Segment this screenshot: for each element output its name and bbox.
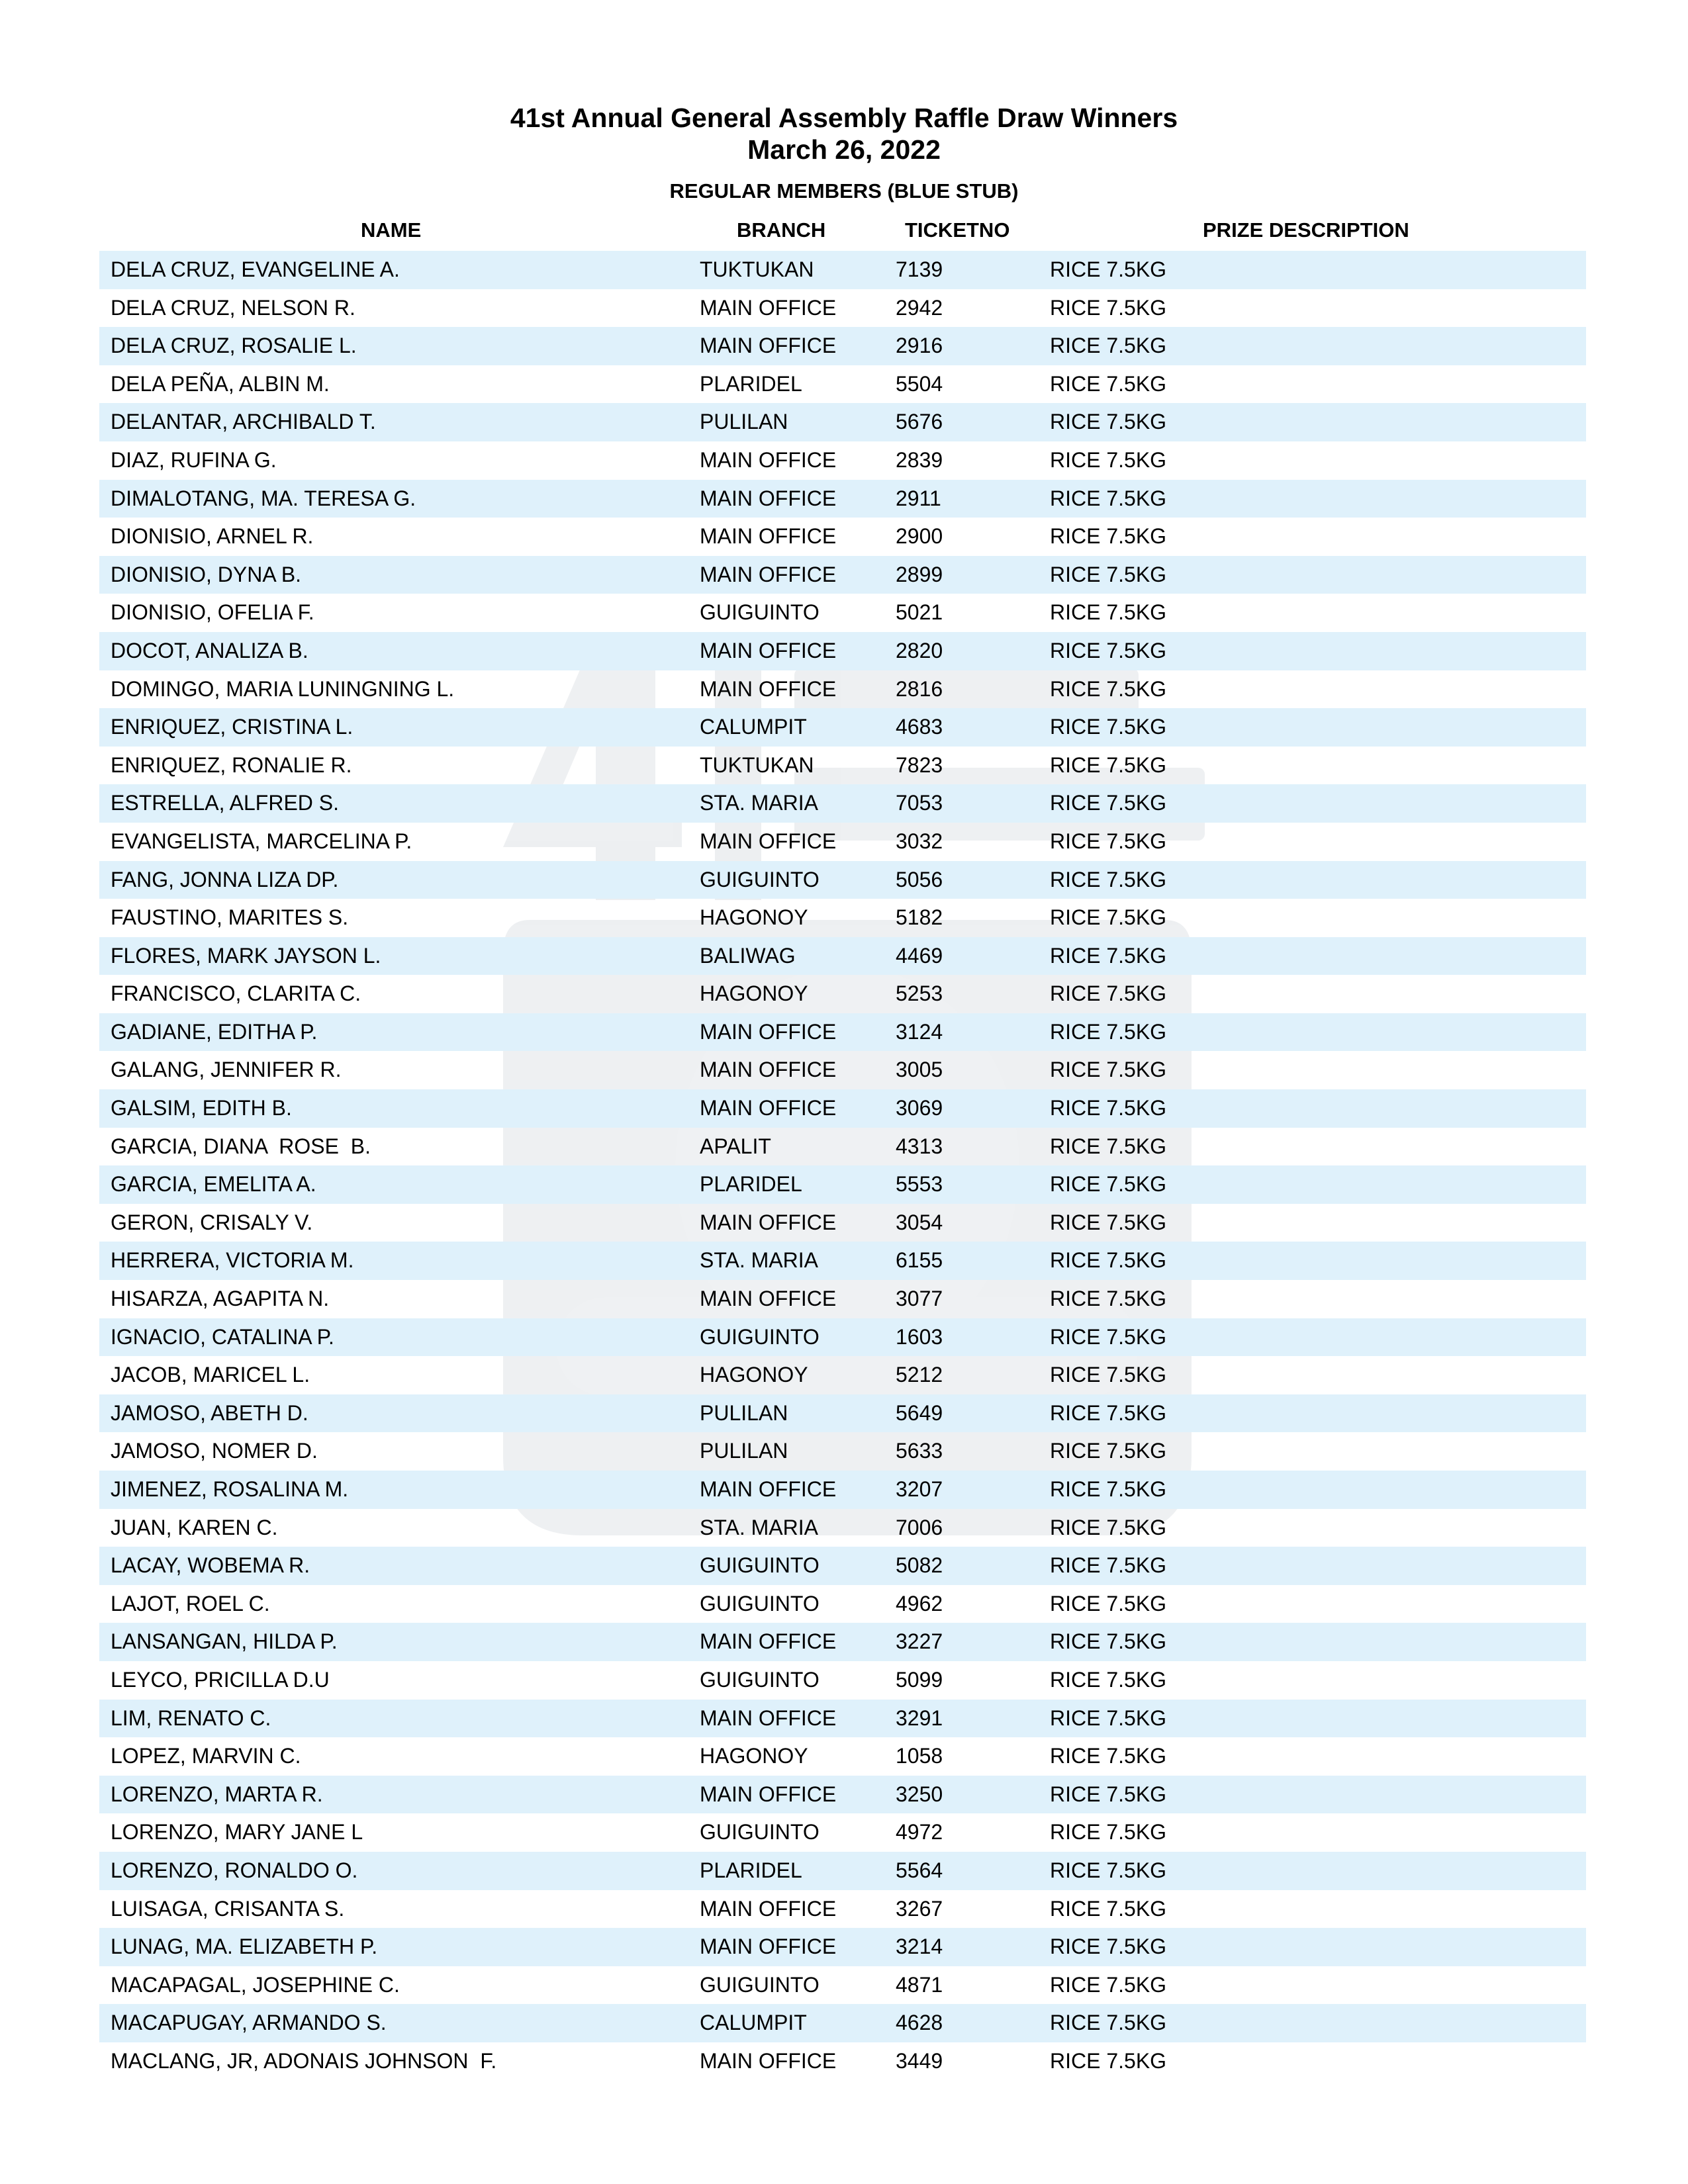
table-row [99,1242,1586,1280]
winner-name: LIM, RENATO C. [111,1706,271,1730]
table-row [99,556,1586,594]
winner-branch: PULILAN [700,1400,788,1425]
table-row [99,1966,1586,2005]
winner-prize: RICE 7.5KG [1050,2048,1167,2073]
table-row [99,1700,1586,1738]
winner-branch: HAGONOY [700,1363,808,1387]
winner-name: ENRIQUEZ, CRISTINA L. [111,715,353,739]
winner-name: FANG, JONNA LIZA DP. [111,867,339,891]
winner-name: DIONISIO, DYNA B. [111,562,302,586]
winner-name: LACAY, WOBEMA R. [111,1553,310,1578]
winner-branch: HAGONOY [700,1744,808,1768]
winner-name: HISARZA, AGAPITA N. [111,1287,330,1311]
winner-prize: RICE 7.5KG [1050,1210,1167,1234]
winner-ticket-number: 5021 [896,600,943,625]
winner-prize: RICE 7.5KG [1050,867,1167,891]
winner-ticket-number: 3250 [896,1782,943,1806]
winner-branch: GUIGUINTO [700,1820,820,1844]
table-row [99,937,1586,976]
winner-name: JAMOSO, ABETH D. [111,1400,308,1425]
winner-prize: RICE 7.5KG [1050,1744,1167,1768]
winner-branch: GUIGUINTO [700,1324,820,1349]
table-row [99,1585,1586,1623]
winner-ticket-number: 7006 [896,1515,943,1539]
winner-ticket-number: 5182 [896,905,943,930]
winner-ticket-number: 3291 [896,1706,943,1730]
winner-ticket-number: 5564 [896,1858,943,1882]
winner-name: LUNAG, MA. ELIZABETH P. [111,1934,378,1959]
winner-branch: CALUMPIT [700,715,807,739]
table-row [99,2042,1586,2081]
table-row [99,1432,1586,1471]
winner-ticket-number: 5253 [896,981,943,1006]
winner-ticket-number: 5504 [896,371,943,396]
winner-name: ENRIQUEZ, RONALIE R. [111,752,352,777]
winner-ticket-number: 3054 [896,1210,943,1234]
winner-ticket-number: 1058 [896,1744,943,1768]
table-row [99,1356,1586,1394]
winner-name: JUAN, KAREN C. [111,1515,278,1539]
winner-name: JIMENEZ, ROSALINA M. [111,1477,349,1501]
winner-name: LUISAGA, CRISANTA S. [111,1896,345,1921]
winner-name: DIMALOTANG, MA. TERESA G. [111,486,416,510]
table-row [99,1737,1586,1776]
document-date: March 26, 2022 [747,134,941,165]
winner-name: JACOB, MARICEL L. [111,1363,310,1387]
winner-name: DELA CRUZ, NELSON R. [111,295,355,320]
table-row [99,975,1586,1013]
winner-branch: TUKTUKAN [700,257,814,281]
winner-ticket-number: 3449 [896,2048,943,2073]
table-row [99,1280,1586,1318]
winner-ticket-number: 3207 [896,1477,943,1501]
winner-prize: RICE 7.5KG [1050,257,1167,281]
winner-name: GALANG, JENNIFER R. [111,1058,342,1082]
winners-table [99,251,1586,2081]
winner-ticket-number: 4313 [896,1134,943,1158]
table-row [99,1852,1586,1890]
winner-name: MACAPAGAL, JOSEPHINE C. [111,1972,400,1997]
winner-name: GARCIA, EMELITA A. [111,1172,316,1197]
winner-branch: MAIN OFFICE [700,562,837,586]
winner-prize: RICE 7.5KG [1050,1820,1167,1844]
table-row [99,1394,1586,1433]
section-heading: REGULAR MEMBERS (BLUE STUB) [669,179,1019,203]
winner-name: IGNACIO, CATALINA P. [111,1324,334,1349]
winner-branch: PLARIDEL [700,371,802,396]
winner-branch: TUKTUKAN [700,752,814,777]
winner-ticket-number: 2916 [896,334,943,358]
table-row [99,1547,1586,1585]
winner-prize: RICE 7.5KG [1050,600,1167,625]
table-row [99,861,1586,899]
winner-name: LAJOT, ROEL C. [111,1591,270,1615]
table-row [99,289,1586,328]
winner-prize: RICE 7.5KG [1050,1782,1167,1806]
winner-name: DELA CRUZ, EVANGELINE A. [111,257,400,281]
winner-name: DELANTAR, ARCHIBALD T. [111,410,376,434]
winner-ticket-number: 3005 [896,1058,943,1082]
winner-branch: GUIGUINTO [700,867,820,891]
winner-branch: STA. MARIA [700,1515,818,1539]
table-row [99,899,1586,937]
winner-branch: MAIN OFFICE [700,1629,837,1654]
winner-branch: MAIN OFFICE [700,1477,837,1501]
table-row [99,2004,1586,2042]
winner-branch: STA. MARIA [700,1248,818,1273]
column-header-prize-description: PRIZE DESCRIPTION [1203,218,1409,242]
winner-ticket-number: 2899 [896,562,943,586]
table-row [99,365,1586,404]
winner-prize: RICE 7.5KG [1050,447,1167,472]
winner-branch: PLARIDEL [700,1172,802,1197]
table-row [99,1661,1586,1700]
winner-ticket-number: 3124 [896,1019,943,1044]
column-header-branch: BRANCH [737,218,826,242]
winner-prize: RICE 7.5KG [1050,1858,1167,1882]
winner-ticket-number: 4871 [896,1972,943,1997]
winner-prize: RICE 7.5KG [1050,1972,1167,1997]
table-row [99,1013,1586,1052]
winner-prize: RICE 7.5KG [1050,562,1167,586]
winner-name: GERON, CRISALY V. [111,1210,313,1234]
winner-branch: PULILAN [700,1439,788,1463]
winner-name: JAMOSO, NOMER D. [111,1439,318,1463]
winner-prize: RICE 7.5KG [1050,1553,1167,1578]
winner-ticket-number: 1603 [896,1324,943,1349]
winner-prize: RICE 7.5KG [1050,676,1167,701]
winner-ticket-number: 2816 [896,676,943,701]
winner-prize: RICE 7.5KG [1050,638,1167,662]
winner-name: GARCIA, DIANA ROSE B. [111,1134,371,1158]
table-row [99,1089,1586,1128]
winner-name: EVANGELISTA, MARCELINA P. [111,829,412,853]
winner-branch: MAIN OFFICE [700,1096,837,1120]
winner-name: FLORES, MARK JAYSON L. [111,943,381,968]
winner-prize: RICE 7.5KG [1050,1591,1167,1615]
table-row [99,1165,1586,1204]
winner-ticket-number: 2942 [896,295,943,320]
table-row [99,1051,1586,1089]
winner-ticket-number: 5649 [896,1400,943,1425]
winner-name: DIONISIO, ARNEL R. [111,524,314,549]
winner-branch: MAIN OFFICE [700,676,837,701]
winner-prize: RICE 7.5KG [1050,791,1167,815]
winner-ticket-number: 5553 [896,1172,943,1197]
winner-ticket-number: 7139 [896,257,943,281]
table-row [99,518,1586,556]
winner-branch: MAIN OFFICE [700,486,837,510]
winner-prize: RICE 7.5KG [1050,943,1167,968]
table-row [99,251,1586,289]
winner-ticket-number: 5082 [896,1553,943,1578]
winner-name: MACAPUGAY, ARMANDO S. [111,2011,387,2035]
winner-name: LORENZO, MARY JANE L [111,1820,363,1844]
winner-prize: RICE 7.5KG [1050,1706,1167,1730]
winner-prize: RICE 7.5KG [1050,524,1167,549]
table-row [99,632,1586,670]
table-row [99,594,1586,632]
winner-branch: BALIWAG [700,943,796,968]
winner-prize: RICE 7.5KG [1050,1439,1167,1463]
table-row [99,1128,1586,1166]
winner-name: LORENZO, RONALDO O. [111,1858,358,1882]
winner-prize: RICE 7.5KG [1050,1172,1167,1197]
table-row [99,1776,1586,1814]
winner-prize: RICE 7.5KG [1050,1248,1167,1273]
column-header-ticketno: TICKETNO [905,218,1010,242]
winner-branch: MAIN OFFICE [700,524,837,549]
winner-ticket-number: 5633 [896,1439,943,1463]
winner-name: HERRERA, VICTORIA M. [111,1248,354,1273]
winner-name: FRANCISCO, CLARITA C. [111,981,361,1006]
winner-prize: RICE 7.5KG [1050,334,1167,358]
winner-ticket-number: 3077 [896,1287,943,1311]
winner-prize: RICE 7.5KG [1050,1896,1167,1921]
winner-branch: MAIN OFFICE [700,1782,837,1806]
winner-ticket-number: 5056 [896,867,943,891]
winner-ticket-number: 3069 [896,1096,943,1120]
winner-branch: MAIN OFFICE [700,1287,837,1311]
table-row [99,670,1586,709]
winner-ticket-number: 2911 [896,486,941,510]
winner-ticket-number: 7823 [896,752,943,777]
winner-branch: MAIN OFFICE [700,638,837,662]
winner-prize: RICE 7.5KG [1050,981,1167,1006]
winner-ticket-number: 5099 [896,1667,943,1692]
winner-branch: MAIN OFFICE [700,1058,837,1082]
winner-name: DELA PEÑA, ALBIN M. [111,371,330,396]
winner-branch: MAIN OFFICE [700,447,837,472]
winner-prize: RICE 7.5KG [1050,715,1167,739]
winner-name: LOPEZ, MARVIN C. [111,1744,301,1768]
winner-branch: PULILAN [700,410,788,434]
winner-prize: RICE 7.5KG [1050,1058,1167,1082]
winner-branch: APALIT [700,1134,771,1158]
winner-branch: GUIGUINTO [700,1972,820,1997]
table-row [99,1813,1586,1852]
document-title: 41st Annual General Assembly Raffle Draw Winners [510,103,1178,133]
winner-branch: MAIN OFFICE [700,1896,837,1921]
winner-prize: RICE 7.5KG [1050,1019,1167,1044]
winner-name: ESTRELLA, ALFRED S. [111,791,340,815]
winner-branch: GUIGUINTO [700,1553,820,1578]
winner-branch: PLARIDEL [700,1858,802,1882]
winner-prize: RICE 7.5KG [1050,1934,1167,1959]
winner-branch: MAIN OFFICE [700,2048,837,2073]
table-row [99,708,1586,747]
table-row [99,480,1586,518]
winner-prize: RICE 7.5KG [1050,486,1167,510]
winner-prize: RICE 7.5KG [1050,295,1167,320]
winner-name: MACLANG, JR, ADONAIS JOHNSON F. [111,2048,497,2073]
winner-name: GADIANE, EDITHA P. [111,1019,318,1044]
winner-ticket-number: 5676 [896,410,943,434]
winner-name: LEYCO, PRICILLA D.U [111,1667,330,1692]
table-row [99,1509,1586,1547]
winner-branch: GUIGUINTO [700,1591,820,1615]
winner-ticket-number: 4469 [896,943,943,968]
winner-prize: RICE 7.5KG [1050,1363,1167,1387]
winner-ticket-number: 3227 [896,1629,943,1654]
winner-prize: RICE 7.5KG [1050,371,1167,396]
winner-prize: RICE 7.5KG [1050,752,1167,777]
winner-name: DOMINGO, MARIA LUNINGNING L. [111,676,455,701]
winner-branch: GUIGUINTO [700,600,820,625]
winner-ticket-number: 2839 [896,447,943,472]
winner-prize: RICE 7.5KG [1050,1400,1167,1425]
winner-branch: MAIN OFFICE [700,829,837,853]
winner-prize: RICE 7.5KG [1050,1096,1167,1120]
table-row [99,1204,1586,1242]
table-row [99,327,1586,365]
winner-name: DIONISIO, OFELIA F. [111,600,314,625]
winner-branch: MAIN OFFICE [700,1934,837,1959]
winner-prize: RICE 7.5KG [1050,1134,1167,1158]
winner-branch: MAIN OFFICE [700,1019,837,1044]
winner-name: DIAZ, RUFINA G. [111,447,277,472]
winner-branch: MAIN OFFICE [700,334,837,358]
winner-ticket-number: 6155 [896,1248,943,1273]
winner-branch: HAGONOY [700,981,808,1006]
winner-ticket-number: 2900 [896,524,943,549]
column-header-name: NAME [361,218,422,242]
winner-ticket-number: 4972 [896,1820,943,1844]
winner-branch: MAIN OFFICE [700,1706,837,1730]
winner-name: GALSIM, EDITH B. [111,1096,292,1120]
table-row [99,784,1586,823]
winner-name: DOCOT, ANALIZA B. [111,638,308,662]
winner-branch: MAIN OFFICE [700,295,837,320]
winner-prize: RICE 7.5KG [1050,829,1167,853]
table-row [99,1471,1586,1509]
winner-branch: STA. MARIA [700,791,818,815]
winner-name: FAUSTINO, MARITES S. [111,905,349,930]
winner-name: LANSANGAN, HILDA P. [111,1629,338,1654]
winner-name: DELA CRUZ, ROSALIE L. [111,334,357,358]
winner-ticket-number: 2820 [896,638,943,662]
table-row [99,1890,1586,1929]
winner-ticket-number: 3214 [896,1934,943,1959]
winner-prize: RICE 7.5KG [1050,1324,1167,1349]
winner-prize: RICE 7.5KG [1050,1477,1167,1501]
winner-prize: RICE 7.5KG [1050,1287,1167,1311]
winner-prize: RICE 7.5KG [1050,905,1167,930]
winner-ticket-number: 3267 [896,1896,943,1921]
winner-prize: RICE 7.5KG [1050,1629,1167,1654]
table-row [99,747,1586,785]
table-row [99,1623,1586,1661]
table-row [99,1318,1586,1357]
table-row [99,1928,1586,1966]
table-row [99,823,1586,861]
table-row [99,441,1586,480]
winner-ticket-number: 4628 [896,2011,943,2035]
winner-branch: CALUMPIT [700,2011,807,2035]
winner-branch: GUIGUINTO [700,1667,820,1692]
winner-name: LORENZO, MARTA R. [111,1782,323,1806]
winner-prize: RICE 7.5KG [1050,1515,1167,1539]
winner-prize: RICE 7.5KG [1050,410,1167,434]
winner-ticket-number: 4962 [896,1591,943,1615]
winner-prize: RICE 7.5KG [1050,1667,1167,1692]
winner-ticket-number: 7053 [896,791,943,815]
winner-branch: MAIN OFFICE [700,1210,837,1234]
winner-prize: RICE 7.5KG [1050,2011,1167,2035]
winner-ticket-number: 5212 [896,1363,943,1387]
winner-branch: HAGONOY [700,905,808,930]
winner-ticket-number: 4683 [896,715,943,739]
table-row [99,403,1586,441]
winner-ticket-number: 3032 [896,829,943,853]
